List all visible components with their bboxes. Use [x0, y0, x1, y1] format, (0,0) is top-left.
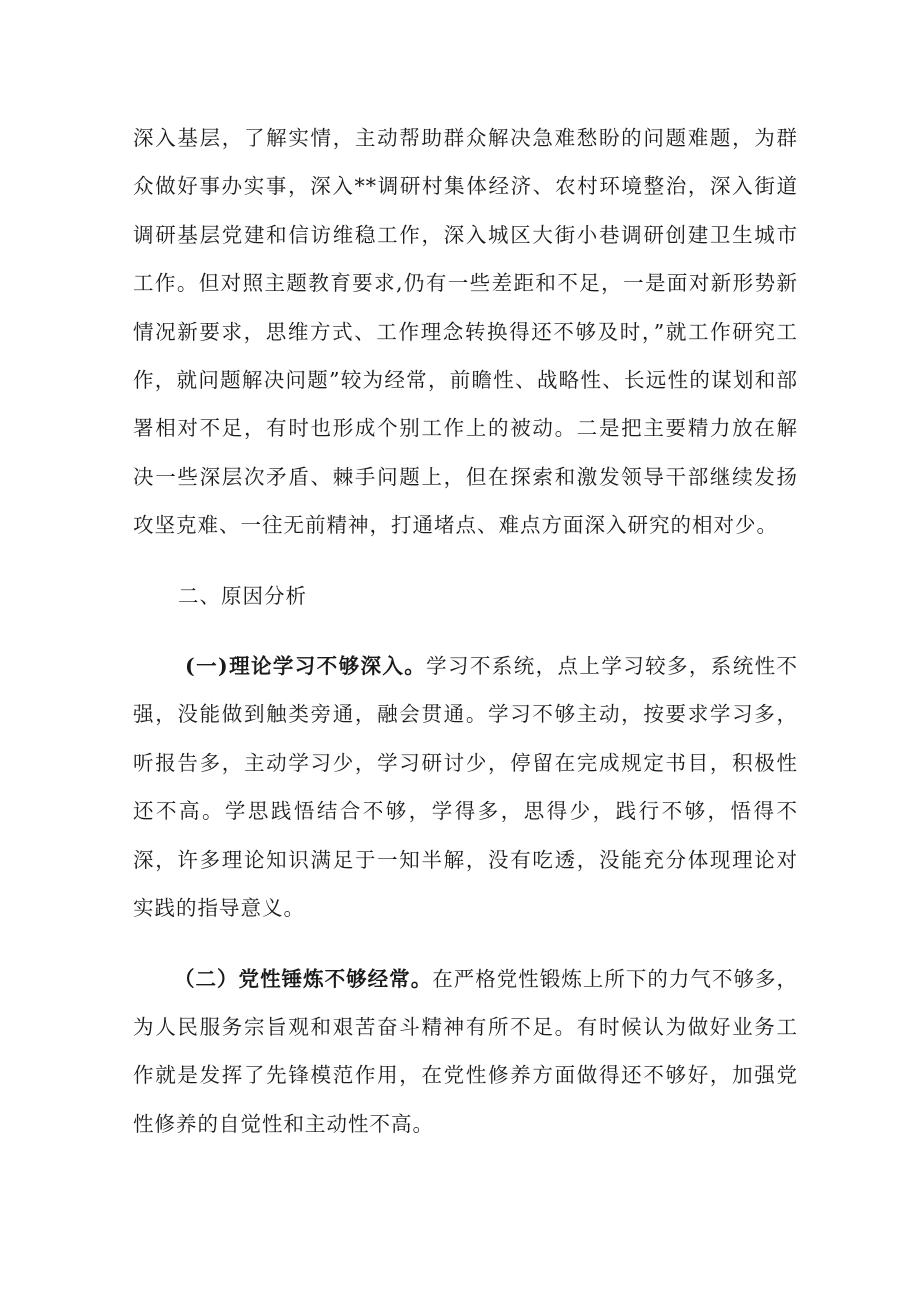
item-paragraph-1	[133, 642, 798, 932]
item-body-2: 在严格党性锻炼上所下的力气不够多，为人民服务宗旨观和艰苦奋斗精神有所不足。有时候认为做好业务工作就是发挥了先锋模范作用，在党性修养方面做得还不够好，加强党性修养的自觉性和主动性不高。	[133, 966, 799, 1136]
item-paragraph-2	[133, 955, 798, 1149]
item-body-1: 学习不系统，点上学习较多，系统性不强，没能做到触类旁通，融会贯通。学习不够主动，按要求学习多，听报告多，主动学习少，学习研讨少，停留在完成规定书目，积极性还不高。学思践悟结合不够，学得多，思得少，践行不够，悟得不深，许多理论知识满足于一知半解，没有吃透，没能充分体现理论对实践的指导意义。	[133, 654, 798, 921]
continuation-paragraph: 深入基层，了解实情，主动帮助群众解决急难愁盼的问题难题，为群众做好事办实事，深入**调研村集体经济、农村环境整治，深入街道调研基层党建和信访维稳工作，深入城区大街小巷调研创建卫生城市工作。但对照主题教育要求,仍有一些差距和不足，一是面对新形势新情况新要求，思维方式、工作理念转换得还不够及时，”就工作研究工作，就问题解决问题”较为经常，前瞻性、战略性、长远性的谋划和部署相对不足，有时也形成个别工作上的被动。二是把主要精力放在解决一些深层次矛盾、棘手问题上，但在探索和激发领导干部继续发扬攻坚克难、一往无前精神，打通堵点、难点方面深入研究的相对少。	[133, 126, 798, 538]
item-title-1: (一)理论学习不够深入。	[185, 654, 427, 679]
item-title-2: （二）党性锤炼不够经常。	[174, 966, 433, 991]
document-body	[133, 114, 798, 1148]
section-heading: 二、原因分析	[178, 583, 307, 608]
